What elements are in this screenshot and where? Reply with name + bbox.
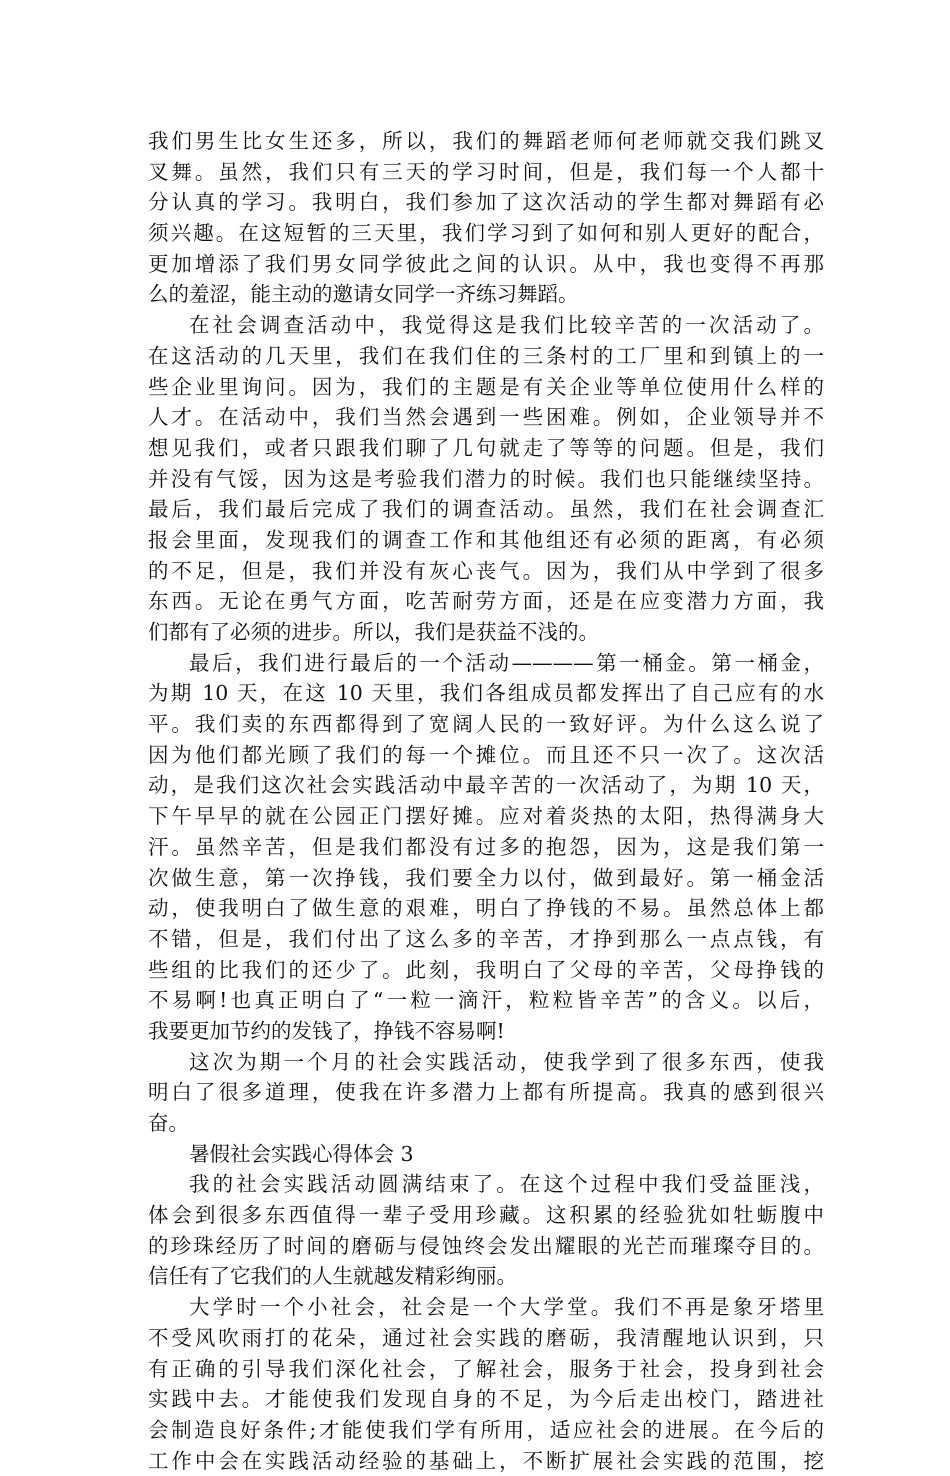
- text-line: 平。我们卖的东西都得到了宽阔人民的一致好评。为什么这么说了: [148, 712, 824, 737]
- text-line: 人才。在活动中，我们当然会遇到一些困难。例如，企业领导并不: [148, 405, 824, 430]
- text-line: 暑假社会实践心得体会 3: [189, 1141, 414, 1166]
- text-line: 的珍珠经历了时间的磨砺与侵蚀终会发出耀眼的光芒而璀璨夺目的。: [148, 1233, 824, 1258]
- text-line: 最后，我们最后完成了我们的调查活动。虽然，我们在社会调查汇: [148, 497, 824, 522]
- text-line: 下午早早的就在公园正门摆好摊。应对着炎热的太阳，热得满身大: [148, 804, 824, 829]
- text-line: 奋。: [148, 1111, 189, 1135]
- text-line: 不错，但是，我们付出了这么多的辛苦，才挣到那么一点点钱，有: [148, 926, 824, 951]
- text-line: 信任有了它我们的人生就越发精彩绚丽。: [148, 1264, 517, 1289]
- document-body: [148, 126, 824, 1476]
- text-line: 因为他们都光顾了我们的每一个摊位。而且还不只一次了。这次活: [148, 742, 824, 767]
- text-line: 在这活动的几天里，我们在我们住的三条村的工厂里和到镇上的一: [148, 343, 824, 368]
- text-line: 并没有气馁，因为这是考验我们潜力的时候。我们也只能继续坚持。: [148, 466, 824, 491]
- text-line: 动，是我们这次社会实践活动中最辛苦的一次活动了，为期 10 天，: [148, 773, 824, 798]
- text-line: 不受风吹雨打的花朵，通过社会实践的磨砺，我清醒地认识到，只: [148, 1325, 824, 1350]
- text-line: 会制造良好条件;才能使我们学有所用，适应社会的进展。在今后的: [148, 1417, 824, 1442]
- text-line: 叉舞。虽然，我们只有三天的学习时间，但是，我们每一个人都十: [148, 159, 824, 184]
- text-line: 的不足，但是，我们并没有灰心丧气。因为，我们从中学到了很多: [148, 558, 824, 583]
- text-line: 东西。无论在勇气方面，吃苦耐劳方面，还是在应变潜力方面，我: [148, 589, 824, 614]
- text-line: 体会到很多东西值得一辈子受用珍藏。这积累的经验犹如牡蛎腹中: [148, 1203, 824, 1228]
- text-line: 动，使我明白了做生意的艰难，明白了挣钱的不易。虽然总体上都: [148, 896, 824, 921]
- text-line: 报会里面，发现我们的调查工作和其他组还有必须的距离，有必须: [148, 527, 824, 552]
- text-line: 最后，我们进行最后的一个活动————第一桶金。第一桶金，: [189, 650, 824, 675]
- text-line: 在社会调查活动中，我觉得这是我们比较辛苦的一次活动了。: [189, 313, 824, 338]
- text-line: 些企业里询问。因为，我们的主题是有关企业等单位使用什么样的: [148, 374, 824, 399]
- text-line: 须兴趣。在这短暂的三天里，我们学习到了如何和别人更好的配合，: [148, 221, 824, 246]
- text-line: 大学时一个小社会，社会是一个大学堂。我们不再是象牙塔里: [189, 1295, 824, 1320]
- text-line: 工作中会在实践活动经验的基础上，不断扩展社会实践的范围，挖: [148, 1448, 824, 1473]
- text-line: 想见我们，或者只跟我们聊了几句就走了等等的问题。但是，我们: [148, 435, 824, 460]
- text-line: 实践中去。才能使我们发现自身的不足，为今后走出校门，踏进社: [148, 1387, 824, 1412]
- text-line: 们都有了必须的进步。所以，我们是获益不浅的。: [148, 620, 599, 644]
- text-line: 明白了很多道理，使我在许多潜力上都有所提高。我真的感到很兴: [148, 1080, 824, 1105]
- text-line: 我们男生比女生还多，所以，我们的舞蹈老师何老师就交我们跳叉: [148, 129, 824, 153]
- text-line: 不易啊!也真正明白了“一粒一滴汗，粒粒皆辛苦”的含义。以后，: [148, 988, 824, 1013]
- text-line: 为期 10 天，在这 10 天里，我们各组成员都发挥出了自己应有的水: [148, 681, 824, 706]
- text-line: 么的羞涩，能主动的邀请女同学一齐练习舞蹈。: [148, 282, 579, 307]
- text-line: 这次为期一个月的社会实践活动，使我学到了很多东西，使我: [189, 1049, 824, 1074]
- text-line: 次做生意，第一次挣钱，我们要全力以付，做到最好。第一桶金活: [148, 865, 824, 890]
- text-line: 我要更加节约的发钱了，挣钱不容易啊!: [148, 1018, 505, 1043]
- text-line: 分认真的学习。我明白，我们参加了这次活动的学生都对舞蹈有必: [148, 190, 824, 215]
- text-line: 我的社会实践活动圆满结束了。在这个过程中我们受益匪浅，: [189, 1172, 824, 1197]
- text-line: 些组的比我们的还少了。此刻，我明白了父母的辛苦，父母挣钱的: [148, 957, 824, 982]
- text-line: 有正确的引导我们深化社会，了解社会，服务于社会，投身到社会: [148, 1356, 824, 1381]
- text-line: 更加增添了我们男女同学彼此之间的认识。从中，我也变得不再那: [148, 251, 824, 276]
- text-line: 汗。虽然辛苦，但是我们都没有过多的抱怨，因为，这是我们第一: [148, 834, 824, 859]
